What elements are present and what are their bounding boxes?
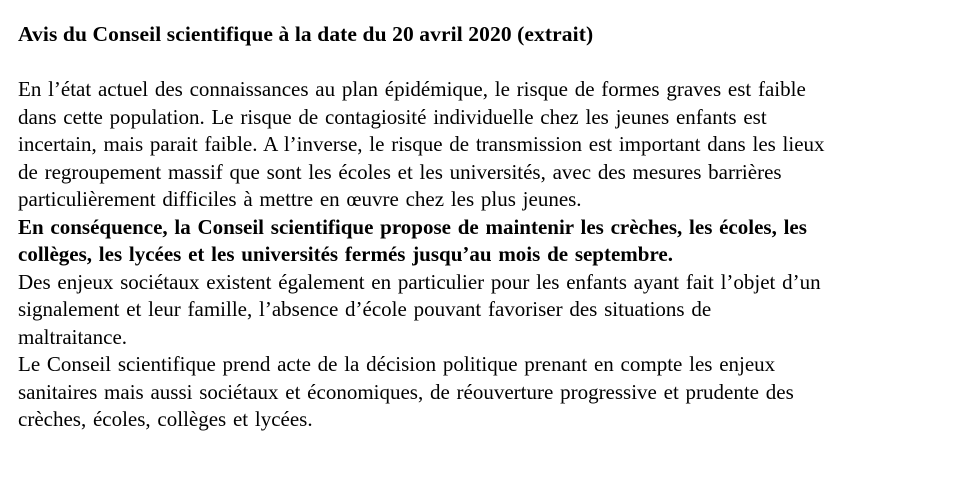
- text-line: sanitaires mais aussi sociétaux et économiques, de réouverture progressive et prudente des: [18, 379, 794, 404]
- text-line: dans cette population. Le risque de contagiosité individuelle chez les jeunes enfants est: [18, 104, 767, 129]
- text-line: Le Conseil scientifique prend acte de la décision politique prenant en compte les enjeux: [18, 352, 776, 376]
- text-line: incertain, mais parait faible. A l’inverse, le risque de transmission est important dans les lieux: [18, 132, 825, 156]
- text-line: particulièrement difficiles à mettre en œuvre chez les plus jeunes.: [18, 187, 582, 211]
- text-line: collèges, les lycées et les universités fermés jusqu’au mois de septembre.: [18, 242, 673, 266]
- text-line: de regroupement massif que sont les écoles et les universités, avec des mesures barrières: [18, 159, 782, 184]
- text-line: maltraitance.: [18, 324, 128, 349]
- text-line: crèches, écoles, collèges et lycées.: [18, 407, 313, 431]
- text-line: En l’état actuel des connaissances au plan épidémique, le risque de formes graves est faible: [18, 77, 806, 101]
- document-title: Avis du Conseil scientifique à la date du 20 avril 2020 (extrait): [18, 22, 594, 46]
- text-line: signalement et leur famille, l’absence d’école pouvant favoriser des situations de: [18, 297, 712, 321]
- text-line: En conséquence, la Conseil scientifique propose de maintenir les crèches, les écoles, les: [18, 214, 807, 239]
- document-body: [18, 76, 960, 434]
- text-line: Des enjeux sociétaux existent également en particulier pour les enfants ayant fait l’objet d’un: [18, 269, 821, 294]
